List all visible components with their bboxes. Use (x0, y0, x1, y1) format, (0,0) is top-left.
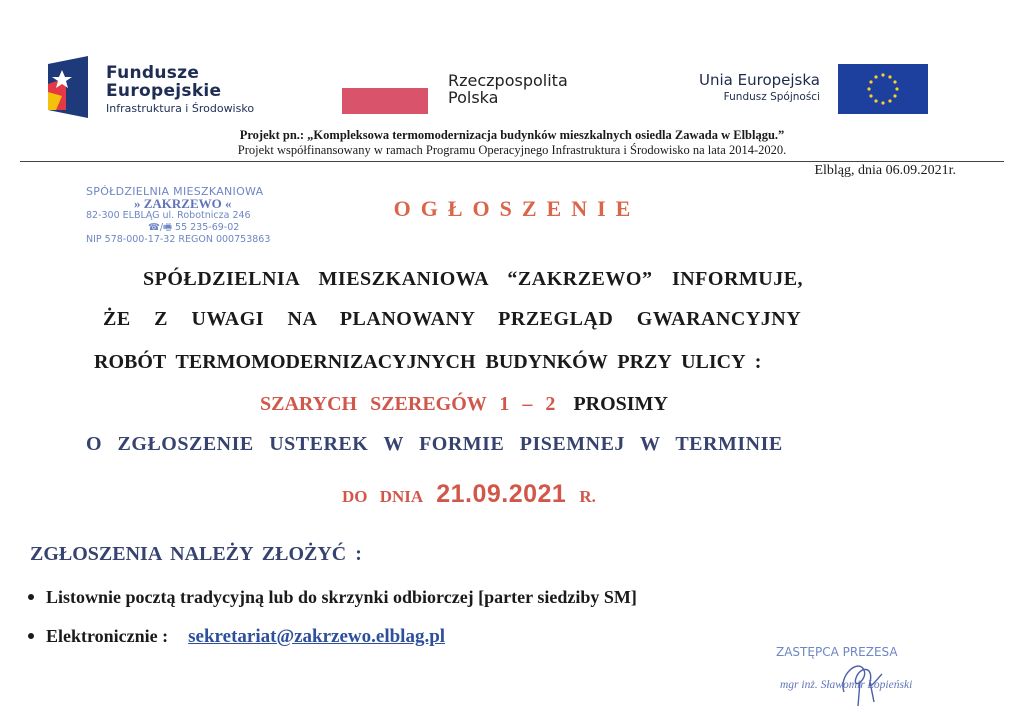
eu-flag (838, 64, 928, 114)
handwritten-signature (830, 652, 900, 708)
notice-line2: ŻE Z UWAGI NA PLANOWANY PRZEGLĄD GWARANCYJNY (103, 308, 802, 330)
unia-europejska-text (658, 72, 820, 105)
rp-line2: Polska (448, 88, 499, 107)
submission-heading: ZGŁOSZENIA NALEŻY ZŁOŻYĆ : (30, 543, 362, 565)
notice-line1: SPÓŁDZIELNIA MIESZKANIOWA “ZAKRZEWO” INFORMUJE, (143, 268, 804, 290)
signature-name: mgr inż. Sławomir Łopieński (780, 679, 913, 691)
notice-line3: ROBÓT TERMOMODERNIZACYJNYCH BUDYNKÓW PRZY ULICY : (94, 351, 762, 373)
submission-item-email (28, 626, 445, 648)
bullet-icon (28, 594, 34, 600)
submission-item-mail-text: Listownie pocztą tradycyjną lub do skrzynki odbiorczej [parter siedziby SM] (46, 587, 637, 607)
street-name: SZARYCH SZEREGÓW 1 – 2 (260, 393, 556, 415)
rzeczpospolita-polska-text (448, 72, 568, 106)
stamp-line4: ☎/🖷 55 235-69-02 (148, 222, 240, 233)
notice-line5: O ZGŁOSZENIE USTEREK W FORMIE PISEMNEJ W TERMINIE (86, 433, 783, 455)
stamp-line3: 82-300 ELBLĄG ul. Robotnicza 246 (86, 210, 251, 221)
submission-item-mail (28, 587, 637, 608)
stamp-line2: » ZAKRZEWO « (134, 196, 232, 211)
header-divider (20, 161, 1004, 162)
stamp-line5: NIP 578-000-17-32 REGON 000753863 (86, 234, 271, 245)
deadline-date: 21.09.2021 (436, 480, 567, 508)
ue-line1: Unia Europejska (699, 71, 820, 89)
fe-line1: Fundusze (106, 63, 200, 83)
fe-line2: Europejskie (106, 81, 222, 101)
bullet-icon (28, 633, 34, 639)
project-title: Projekt pn.: „Kompleksowa termomodernizacja budynków mieszkalnych osiedla Zawada w Elblągu.” (239, 128, 785, 142)
deadline-suffix: R. (579, 487, 596, 506)
fe-line3: Infrastruktura i Środowisko (106, 102, 255, 115)
email-link[interactable]: sekretariat@zakrzewo.elblag.pl (188, 626, 446, 647)
rp-line1: Rzeczpospolita (448, 71, 568, 90)
signature-role: ZASTĘPCA PREZESA (776, 645, 898, 659)
fundusze-europejskie-logo (44, 56, 92, 118)
submission-item-email-label: Elektronicznie : (46, 626, 169, 646)
ue-line2: Fundusz Spójności (723, 91, 820, 103)
project-funding: Projekt współfinansowany w ramach Programu Operacyjnego Infrastruktura i Środowisko na lata 2014-2020. (237, 143, 787, 157)
deadline-line (342, 480, 596, 509)
stamp-line1: SPÓŁDZIELNIA MIESZKANIOWA (86, 185, 264, 198)
notice-line4 (260, 393, 668, 416)
project-description (0, 128, 1024, 158)
polish-flag (342, 88, 428, 114)
prosimy-text: PROSIMY (573, 393, 668, 415)
document-date: Elbląg, dnia 06.09.2021r. (814, 163, 956, 178)
deadline-prefix: DO DNIA (342, 487, 424, 506)
fundusze-europejskie-text (106, 64, 254, 117)
notice-title: OGŁOSZENIE (393, 196, 641, 221)
